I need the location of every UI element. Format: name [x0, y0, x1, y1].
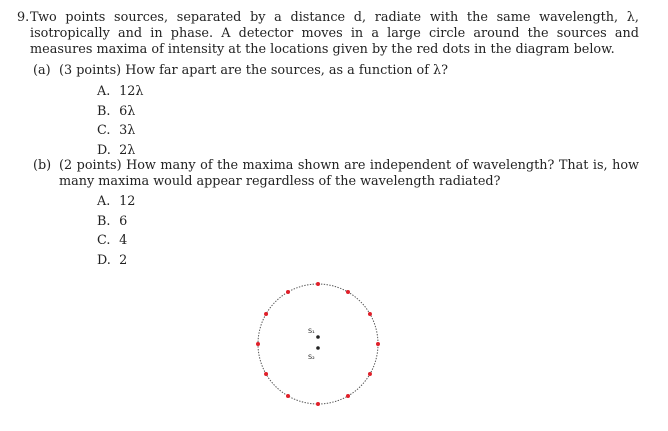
choice-letter: D. — [97, 252, 111, 268]
question-text: Two points sources, separated by a distance d, radiate with the same wavelength, λ, isotropically and in phase. A detector moves in a large circle around the sources and measures maxima of intensity at the locations given by the red dots in the diagram below. — [30, 10, 639, 57]
choice-value: 2 — [119, 252, 128, 268]
maximum-dot — [316, 402, 320, 406]
choice-letter: B. — [97, 103, 111, 119]
part-b-label: (b) — [33, 158, 52, 173]
choice-letter: C. — [97, 233, 111, 248]
part-b-question: (2 points) How many of the maxima shown are independent of wavelength? That is, how many maxima would appear regardless of the wavelength radiated? — [59, 158, 639, 189]
choice-value: 2λ — [119, 142, 136, 158]
choice-value: 4 — [119, 233, 128, 248]
maximum-dot — [286, 394, 290, 398]
choice-letter: B. — [97, 213, 111, 229]
choice-value: 12λ — [119, 84, 144, 99]
choice-letter: A. — [97, 84, 111, 99]
maximum-dot — [368, 372, 372, 376]
maximum-dot — [256, 342, 260, 346]
source-2-dot — [316, 346, 320, 350]
maximum-dot — [346, 290, 350, 294]
part-a-question: (3 points) How far apart are the sources, as a function of λ? — [59, 63, 448, 78]
maxima-dots — [256, 282, 380, 406]
maximum-dot — [264, 312, 268, 316]
maximum-dot — [316, 282, 320, 286]
detector-circle — [258, 284, 378, 404]
maximum-dot — [376, 342, 380, 346]
maximum-dot — [368, 312, 372, 316]
choice-letter: C. — [97, 123, 111, 138]
source-1-dot — [316, 335, 320, 339]
part-a-label: (a) — [33, 63, 51, 78]
choice-value: 3λ — [119, 123, 136, 138]
source-2-label: S₂ — [308, 353, 315, 361]
maximum-dot — [264, 372, 268, 376]
choice-letter: D. — [97, 142, 111, 158]
maximum-dot — [346, 394, 350, 398]
choice-letter: A. — [97, 194, 111, 209]
source-1-label: S₁ — [308, 327, 315, 335]
maximum-dot — [286, 290, 290, 294]
choice-value: 12 — [119, 194, 136, 209]
question-number: 9. — [17, 10, 30, 25]
choice-value: 6λ — [119, 103, 136, 119]
choice-value: 6 — [119, 213, 128, 229]
